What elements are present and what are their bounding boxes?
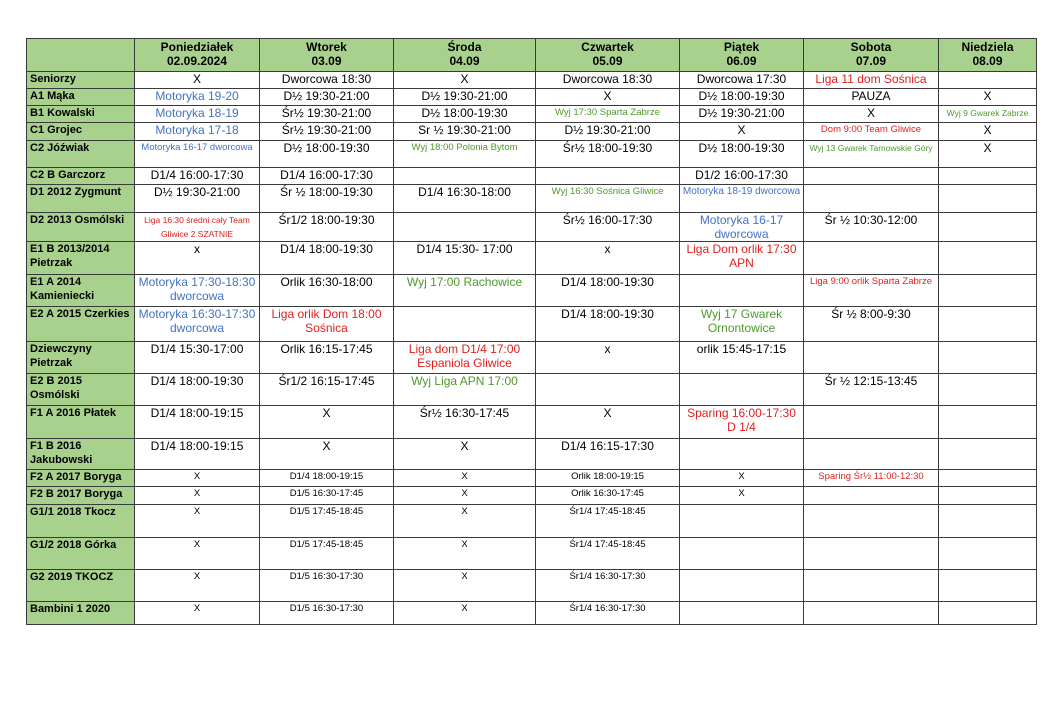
- day-date: 05.09: [592, 54, 623, 68]
- schedule-body: [27, 72, 1037, 625]
- schedule-cell: X: [260, 406, 394, 439]
- schedule-cell: X: [536, 406, 680, 439]
- schedule-cell: Liga Dom orlik 17:30 APN: [680, 242, 804, 275]
- group-name: D2 2013 Osmólski: [27, 213, 135, 242]
- schedule-cell: D1/4 16:00-17:30: [135, 168, 260, 185]
- schedule-cell: D½ 19:30-21:00: [680, 106, 804, 123]
- group-name: E1 B 2013/2014 Pietrzak: [27, 242, 135, 275]
- day-header-friday: [680, 39, 804, 72]
- schedule-cell: [394, 307, 536, 342]
- schedule-cell: Orlik 16:30-18:00: [260, 275, 394, 307]
- schedule-cell: Motoryka 16-17 dworcowa: [680, 213, 804, 242]
- schedule-cell: X: [536, 89, 680, 106]
- schedule-cell: X: [394, 72, 536, 89]
- schedule-cell: [804, 242, 939, 275]
- table-row: [27, 275, 1037, 307]
- day-header-sunday: [939, 39, 1037, 72]
- schedule-cell: X: [394, 538, 536, 570]
- schedule-cell: X: [939, 89, 1037, 106]
- schedule-cell: Śr ½ 8:00-9:30: [804, 307, 939, 342]
- schedule-cell: D1/4 16:30-18:00: [394, 185, 536, 213]
- schedule-cell: [680, 602, 804, 625]
- group-name: G1/2 2018 Górka: [27, 538, 135, 570]
- schedule-cell: Motoryka 16-17 dworcowa: [135, 141, 260, 168]
- schedule-cell: X: [680, 487, 804, 505]
- schedule-cell: X: [939, 141, 1037, 168]
- schedule-cell: X: [135, 538, 260, 570]
- schedule-cell: Śr½ 16:00-17:30: [536, 213, 680, 242]
- schedule-cell: [536, 374, 680, 406]
- schedule-cell: [939, 185, 1037, 213]
- schedule-cell: [394, 168, 536, 185]
- schedule-cell: Motoryka 16:30-17:30 dworcowa: [135, 307, 260, 342]
- table-row: [27, 342, 1037, 374]
- schedule-cell: orlik 15:45-17:15: [680, 342, 804, 374]
- schedule-cell: [680, 439, 804, 470]
- schedule-cell: X: [260, 439, 394, 470]
- group-name: A1 Mąka: [27, 89, 135, 106]
- schedule-cell: Śr1/4 17:45-18:45: [536, 538, 680, 570]
- schedule-cell: Wyj 9 Gwarek Zabrze: [939, 106, 1037, 123]
- table-row: [27, 470, 1037, 487]
- schedule-cell: [680, 505, 804, 538]
- schedule-cell: D½ 19:30-21:00: [260, 89, 394, 106]
- group-name: Seniorzy: [27, 72, 135, 89]
- schedule-cell: X: [939, 123, 1037, 141]
- schedule-cell: [939, 470, 1037, 487]
- schedule-cell: [939, 602, 1037, 625]
- table-row: [27, 406, 1037, 439]
- table-row: [27, 487, 1037, 505]
- schedule-cell: [939, 406, 1037, 439]
- schedule-cell: D1/4 15:30- 17:00: [394, 242, 536, 275]
- group-name: E2 B 2015 Osmólski: [27, 374, 135, 406]
- schedule-cell: [536, 168, 680, 185]
- schedule-cell: Dom 9:00 Team Gliwice: [804, 123, 939, 141]
- schedule-cell: [939, 72, 1037, 89]
- day-header-thursday: [536, 39, 680, 72]
- table-row: [27, 168, 1037, 185]
- day-date: 06.09: [726, 54, 757, 68]
- schedule-cell: Wyj 17:30 Sparta Zabrze: [536, 106, 680, 123]
- day-header-tuesday: [260, 39, 394, 72]
- schedule-cell: [804, 342, 939, 374]
- schedule-cell: D1/5 17:45-18:45: [260, 538, 394, 570]
- schedule-cell: [804, 570, 939, 602]
- schedule-cell: Wyj 13 Gwarek Tarnowskie Góry: [804, 141, 939, 168]
- schedule-cell: D1/4 18:00-19:30: [536, 307, 680, 342]
- schedule-cell: D1/4 15:30-17:00: [135, 342, 260, 374]
- day-date: 03.09: [311, 54, 342, 68]
- schedule-cell: Liga orlik Dom 18:00 Sośnica: [260, 307, 394, 342]
- schedule-cell: x: [536, 342, 680, 374]
- schedule-cell: Dworcowa 18:30: [260, 72, 394, 89]
- group-name: G2 2019 TKOCZ: [27, 570, 135, 602]
- schedule-cell: Śr1/4 16:30-17:30: [536, 602, 680, 625]
- day-name: Poniedziałek: [160, 40, 234, 54]
- schedule-cell: X: [135, 570, 260, 602]
- schedule-cell: [939, 275, 1037, 307]
- schedule-cell: D1/5 16:30-17:30: [260, 602, 394, 625]
- schedule-cell: Motoryka 17-18: [135, 123, 260, 141]
- schedule-cell: [939, 538, 1037, 570]
- table-row: [27, 374, 1037, 406]
- schedule-cell: D1/4 18:00-19:30: [260, 242, 394, 275]
- group-name: C2 Jóźwiak: [27, 141, 135, 168]
- table-row: [27, 72, 1037, 89]
- schedule-cell: D1/4 16:15-17:30: [536, 439, 680, 470]
- schedule-cell: Śr½ 19:30-21:00: [260, 123, 394, 141]
- day-name: Środa: [447, 40, 482, 54]
- schedule-cell: [804, 505, 939, 538]
- schedule-cell: X: [394, 439, 536, 470]
- schedule-cell: D1/4 18:00-19:30: [536, 275, 680, 307]
- schedule-cell: Śr1/4 16:30-17:30: [536, 570, 680, 602]
- schedule-cell: Dworcowa 18:30: [536, 72, 680, 89]
- group-name: E2 A 2015 Czerkies: [27, 307, 135, 342]
- day-name: Sobota: [850, 40, 892, 54]
- schedule-cell: Śr ½ 10:30-12:00: [804, 213, 939, 242]
- schedule-cell: [939, 168, 1037, 185]
- schedule-cell: Śr1/2 16:15-17:45: [260, 374, 394, 406]
- schedule-cell: Wyj 18:00 Polonia Bytom: [394, 141, 536, 168]
- table-row: [27, 570, 1037, 602]
- schedule-cell: D½ 19:30-21:00: [394, 89, 536, 106]
- schedule-cell: [939, 439, 1037, 470]
- schedule-cell: [680, 570, 804, 602]
- schedule-cell: [804, 487, 939, 505]
- schedule-cell: [680, 275, 804, 307]
- group-name: G1/1 2018 Tkocz: [27, 505, 135, 538]
- table-row: [27, 141, 1037, 168]
- schedule-cell: D1/2 16:00-17:30: [680, 168, 804, 185]
- schedule-cell: Orlik 18:00-19:15: [536, 470, 680, 487]
- schedule-cell: D1/4 18:00-19:15: [135, 406, 260, 439]
- group-name: C1 Grojec: [27, 123, 135, 141]
- schedule-cell: X: [135, 72, 260, 89]
- schedule-cell: PAUZA: [804, 89, 939, 106]
- schedule-cell: [939, 342, 1037, 374]
- schedule-cell: Liga 16:30 średni cały Team Gliwice 2 SZATNIE: [135, 213, 260, 242]
- schedule-cell: D½ 18:00-19:30: [260, 141, 394, 168]
- group-name: F1 A 2016 Płatek: [27, 406, 135, 439]
- schedule-cell: X: [680, 123, 804, 141]
- schedule-cell: Motoryka 18-19: [135, 106, 260, 123]
- group-name: Dziewczyny Pietrzak: [27, 342, 135, 374]
- schedule-cell: [804, 602, 939, 625]
- schedule-cell: Motoryka 17:30-18:30 dworcowa: [135, 275, 260, 307]
- schedule-cell: Motoryka 18-19 dworcowa: [680, 185, 804, 213]
- schedule-cell: Liga 11 dom Sośnica: [804, 72, 939, 89]
- day-name: Piątek: [723, 40, 760, 54]
- schedule-cell: X: [394, 470, 536, 487]
- schedule-cell: X: [135, 470, 260, 487]
- schedule-cell: D1/4 18:00-19:30: [135, 374, 260, 406]
- schedule-cell: [680, 538, 804, 570]
- table-row: [27, 439, 1037, 470]
- group-name: E1 A 2014 Kamieniecki: [27, 275, 135, 307]
- schedule-cell: [394, 213, 536, 242]
- schedule-cell: Śr1/2 18:00-19:30: [260, 213, 394, 242]
- day-name: Wtorek: [306, 40, 347, 54]
- table-row: [27, 89, 1037, 106]
- schedule-cell: [804, 406, 939, 439]
- schedule-cell: [680, 374, 804, 406]
- group-name: F2 A 2017 Boryga: [27, 470, 135, 487]
- schedule-cell: D1/5 16:30-17:45: [260, 487, 394, 505]
- schedule-cell: Śr½ 18:00-19:30: [536, 141, 680, 168]
- day-date: 08.09: [972, 54, 1003, 68]
- table-row: [27, 242, 1037, 275]
- table-row: [27, 602, 1037, 625]
- schedule-cell: Sparing Śr½ 11:00-12:30: [804, 470, 939, 487]
- group-name: D1 2012 Zygmunt: [27, 185, 135, 213]
- group-name: B1 Kowalski: [27, 106, 135, 123]
- schedule-cell: Śr1/4 17:45-18:45: [536, 505, 680, 538]
- schedule-cell: [804, 168, 939, 185]
- schedule-cell: D½ 19:30-21:00: [135, 185, 260, 213]
- schedule-cell: X: [394, 487, 536, 505]
- schedule-cell: Motoryka 19-20: [135, 89, 260, 106]
- schedule-cell: Orlik 16:15-17:45: [260, 342, 394, 374]
- schedule-cell: X: [394, 505, 536, 538]
- schedule-cell: D1/4 16:00-17:30: [260, 168, 394, 185]
- schedule-cell: Śr½ 19:30-21:00: [260, 106, 394, 123]
- schedule-cell: Liga dom D1/4 17:00 Espaniola Gliwice: [394, 342, 536, 374]
- table-row: [27, 505, 1037, 538]
- group-name: F2 B 2017 Boryga: [27, 487, 135, 505]
- schedule-cell: [804, 538, 939, 570]
- day-date: 07.09: [855, 54, 887, 68]
- group-name: F1 B 2016 Jakubowski: [27, 439, 135, 470]
- schedule-cell: Sparing 16:00-17:30 D 1/4: [680, 406, 804, 439]
- schedule-cell: D1/4 18:00-19:15: [135, 439, 260, 470]
- schedule-cell: Wyj Liga APN 17:00: [394, 374, 536, 406]
- schedule-cell: D½ 18:00-19:30: [680, 89, 804, 106]
- corner-cell: [27, 39, 135, 72]
- schedule-cell: D½ 18:00-19:30: [394, 106, 536, 123]
- schedule-cell: D1/5 16:30-17:30: [260, 570, 394, 602]
- schedule-cell: [804, 185, 939, 213]
- schedule-cell: D½ 18:00-19:30: [680, 141, 804, 168]
- schedule-cell: X: [680, 470, 804, 487]
- schedule-cell: Liga 9:00 orlik Sparta Zabrze: [804, 275, 939, 307]
- schedule-cell: x: [536, 242, 680, 275]
- schedule-cell: X: [135, 602, 260, 625]
- schedule-cell: X: [135, 505, 260, 538]
- schedule-cell: [939, 242, 1037, 275]
- day-header-saturday: [804, 39, 939, 72]
- schedule-cell: [804, 439, 939, 470]
- table-row: [27, 307, 1037, 342]
- header-row: [27, 39, 1037, 72]
- group-name: Bambini 1 2020: [27, 602, 135, 625]
- schedule-cell: [939, 307, 1037, 342]
- schedule-table: [26, 38, 1037, 625]
- schedule-cell: x: [135, 242, 260, 275]
- schedule-cell: Dworcowa 17:30: [680, 72, 804, 89]
- table-row: [27, 538, 1037, 570]
- schedule-cell: [939, 213, 1037, 242]
- schedule-cell: [939, 374, 1037, 406]
- schedule-cell: [939, 487, 1037, 505]
- schedule-cell: [939, 505, 1037, 538]
- day-header-wednesday: [394, 39, 536, 72]
- table-row: [27, 185, 1037, 213]
- schedule-cell: Sr ½ 19:30-21:00: [394, 123, 536, 141]
- table-row: [27, 213, 1037, 242]
- day-name: Czwartek: [581, 40, 634, 54]
- schedule-cell: Śr ½ 18:00-19:30: [260, 185, 394, 213]
- schedule-cell: D1/4 18:00-19:15: [260, 470, 394, 487]
- schedule-cell: X: [394, 570, 536, 602]
- schedule-cell: X: [394, 602, 536, 625]
- day-header-monday: [135, 39, 260, 72]
- day-name: Niedziela: [961, 40, 1014, 54]
- day-date: 02.09.2024: [166, 54, 228, 68]
- schedule-cell: D1/5 17:45-18:45: [260, 505, 394, 538]
- schedule-cell: X: [135, 487, 260, 505]
- table-row: [27, 123, 1037, 141]
- group-name: C2 B Garczorz: [27, 168, 135, 185]
- day-date: 04.09: [449, 54, 480, 68]
- schedule-cell: Wyj 16:30 Sośnica Gliwice: [536, 185, 680, 213]
- schedule-cell: Orlik 16:30-17:45: [536, 487, 680, 505]
- schedule-cell: Wyj 17 Gwarek Ornontowice: [680, 307, 804, 342]
- table-row: [27, 106, 1037, 123]
- schedule-cell: X: [804, 106, 939, 123]
- schedule-cell: Wyj 17:00 Rachowice: [394, 275, 536, 307]
- schedule-cell: Śr½ 16:30-17:45: [394, 406, 536, 439]
- schedule-cell: D½ 19:30-21:00: [536, 123, 680, 141]
- schedule-cell: [939, 570, 1037, 602]
- schedule-cell: Śr ½ 12:15-13:45: [804, 374, 939, 406]
